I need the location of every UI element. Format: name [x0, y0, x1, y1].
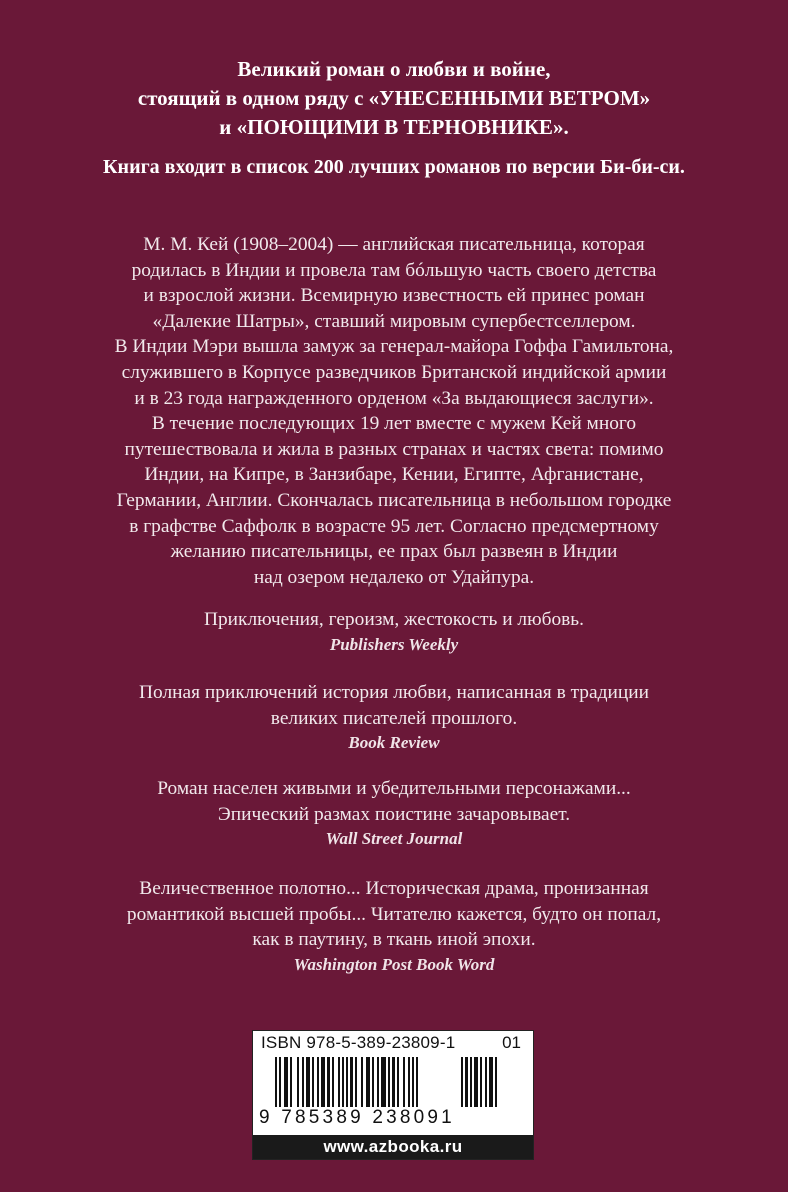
barcode-bar	[346, 1057, 348, 1107]
barcode-digits: 9 785389 238091	[259, 1107, 455, 1128]
barcode-bar	[397, 1057, 399, 1107]
review-wall-street-journal	[0, 776, 788, 851]
review-quote-line: Величественное полотно... Историческая драма, пронизанная	[139, 878, 649, 899]
barcode-bar	[392, 1057, 395, 1107]
barcode-bar	[317, 1057, 319, 1107]
isbn-addon: 01	[502, 1033, 521, 1052]
bio-line: путешествовала и жила в разных странах и частях света: помимо	[124, 438, 664, 460]
bio-line: служившего в Корпусе разведчиков Британской индийской армии	[121, 361, 667, 383]
isbn-number: ISBN 978-5-389-23809-1	[261, 1033, 456, 1052]
bio-line: и в 23 года награжденного орденом «За выдающиеся заслуги».	[134, 387, 654, 409]
author-bio	[0, 232, 788, 590]
barcode-bar	[361, 1057, 363, 1107]
bio-line: Индии, на Кипре, в Занзибаре, Кении, Египте, Афганистане,	[144, 464, 644, 486]
publisher-url: www.azbooka.ru	[253, 1135, 533, 1159]
barcode-bar	[489, 1057, 493, 1107]
barcode-bar	[381, 1057, 386, 1107]
barcode-bar	[321, 1057, 325, 1107]
barcode-bar	[485, 1057, 487, 1107]
headline	[0, 55, 788, 142]
barcode-bar	[355, 1057, 357, 1107]
barcode-bar	[312, 1057, 314, 1107]
bio-line: В течение последующих 19 лет вместе с мужем Кей много	[151, 413, 637, 435]
barcode-bars	[275, 1057, 455, 1107]
bio-line: и взрослой жизни. Всемирную известность ей принес роман	[143, 285, 645, 307]
barcode-bar	[474, 1057, 478, 1107]
bio-line: в графстве Саффолк в возрасте 95 лет. Согласно предсмертному	[129, 515, 659, 537]
barcode-bar	[338, 1057, 340, 1107]
barcode-bar	[470, 1057, 472, 1107]
review-publishers-weekly	[0, 607, 788, 657]
barcode-bar	[350, 1057, 353, 1107]
barcode-bar	[408, 1057, 410, 1107]
barcode-bar	[342, 1057, 344, 1107]
bio-line: «Далекие Шатры», ставший мировым супербестселлером.	[152, 310, 636, 332]
review-quote-line: Роман населен живыми и убедительными персонажами...	[157, 778, 631, 799]
barcode-bar	[284, 1057, 288, 1107]
bio-line: над озером недалеко от Удайпура.	[253, 566, 535, 588]
headline-line: стоящий в одном ряду с «УНЕСЕННЫМИ ВЕТРОМ»	[137, 86, 651, 110]
barcode-bar	[495, 1057, 497, 1107]
review-washington-post	[0, 876, 788, 977]
barcode-bar	[403, 1057, 405, 1107]
bio-line: Германии, Англии. Скончалась писательница в небольшом городке	[116, 489, 672, 511]
review-source: Wall Street Journal	[325, 829, 463, 849]
barcode-bar	[297, 1057, 299, 1107]
barcode-bar	[275, 1057, 277, 1107]
bio-line: В Индии Мэри вышла замуж за генерал-майора Гоффа Гамильтона,	[114, 336, 674, 358]
review-quote-line: Полная приключений история любви, написанная в традиции	[139, 682, 649, 703]
bio-line: М. М. Кей (1908–2004) — английская писательница, которая	[143, 234, 645, 255]
review-quote-line: Приключения, героизм, жестокость и любовь.	[203, 609, 584, 630]
barcode-bar	[461, 1057, 463, 1107]
barcode-bar	[306, 1057, 310, 1107]
review-quote-line: Эпический размах поистине зачаровывает.	[217, 803, 571, 825]
bio-line: желанию писательницы, ее прах был развеян в Индии	[170, 541, 618, 563]
barcode-bar	[372, 1057, 374, 1107]
barcode-bar	[388, 1057, 390, 1107]
isbn-line	[261, 1033, 525, 1055]
barcode-box	[252, 1030, 534, 1160]
barcode-bar	[377, 1057, 379, 1107]
barcode-bar	[412, 1057, 414, 1107]
barcode-bar	[302, 1057, 304, 1107]
review-book-review	[0, 680, 788, 755]
barcode-bar	[332, 1057, 334, 1107]
barcode-bar	[416, 1057, 418, 1107]
review-source: Publishers Weekly	[329, 634, 459, 654]
review-quote-line: романтикой высшей пробы... Читателю кажется, будто он попал,	[126, 903, 662, 925]
barcode-addon-bars	[461, 1057, 511, 1107]
headline-line: Великий роман о любви и войне,	[237, 57, 551, 81]
bbc-note: Книга входит в список 200 лучших романов по версии Би-би-си.	[103, 156, 685, 178]
barcode-bar	[480, 1057, 482, 1107]
barcode-bar	[366, 1057, 370, 1107]
barcode-bar	[279, 1057, 281, 1107]
barcode-bar	[290, 1057, 292, 1107]
headline-line: и «ПОЮЩИМИ В ТЕРНОВНИКЕ».	[219, 115, 569, 139]
review-source: Washington Post Book Word	[293, 954, 495, 974]
bio-line: родилась в Индии и провела там бóльшую часть своего детства	[131, 259, 657, 281]
review-source: Book Review	[348, 733, 440, 753]
review-quote-line: как в паутину, в ткань иной эпохи.	[252, 929, 536, 951]
barcode-bar	[465, 1057, 468, 1107]
barcode-bar	[327, 1057, 330, 1107]
review-quote-line: великих писателей прошлого.	[270, 707, 518, 729]
